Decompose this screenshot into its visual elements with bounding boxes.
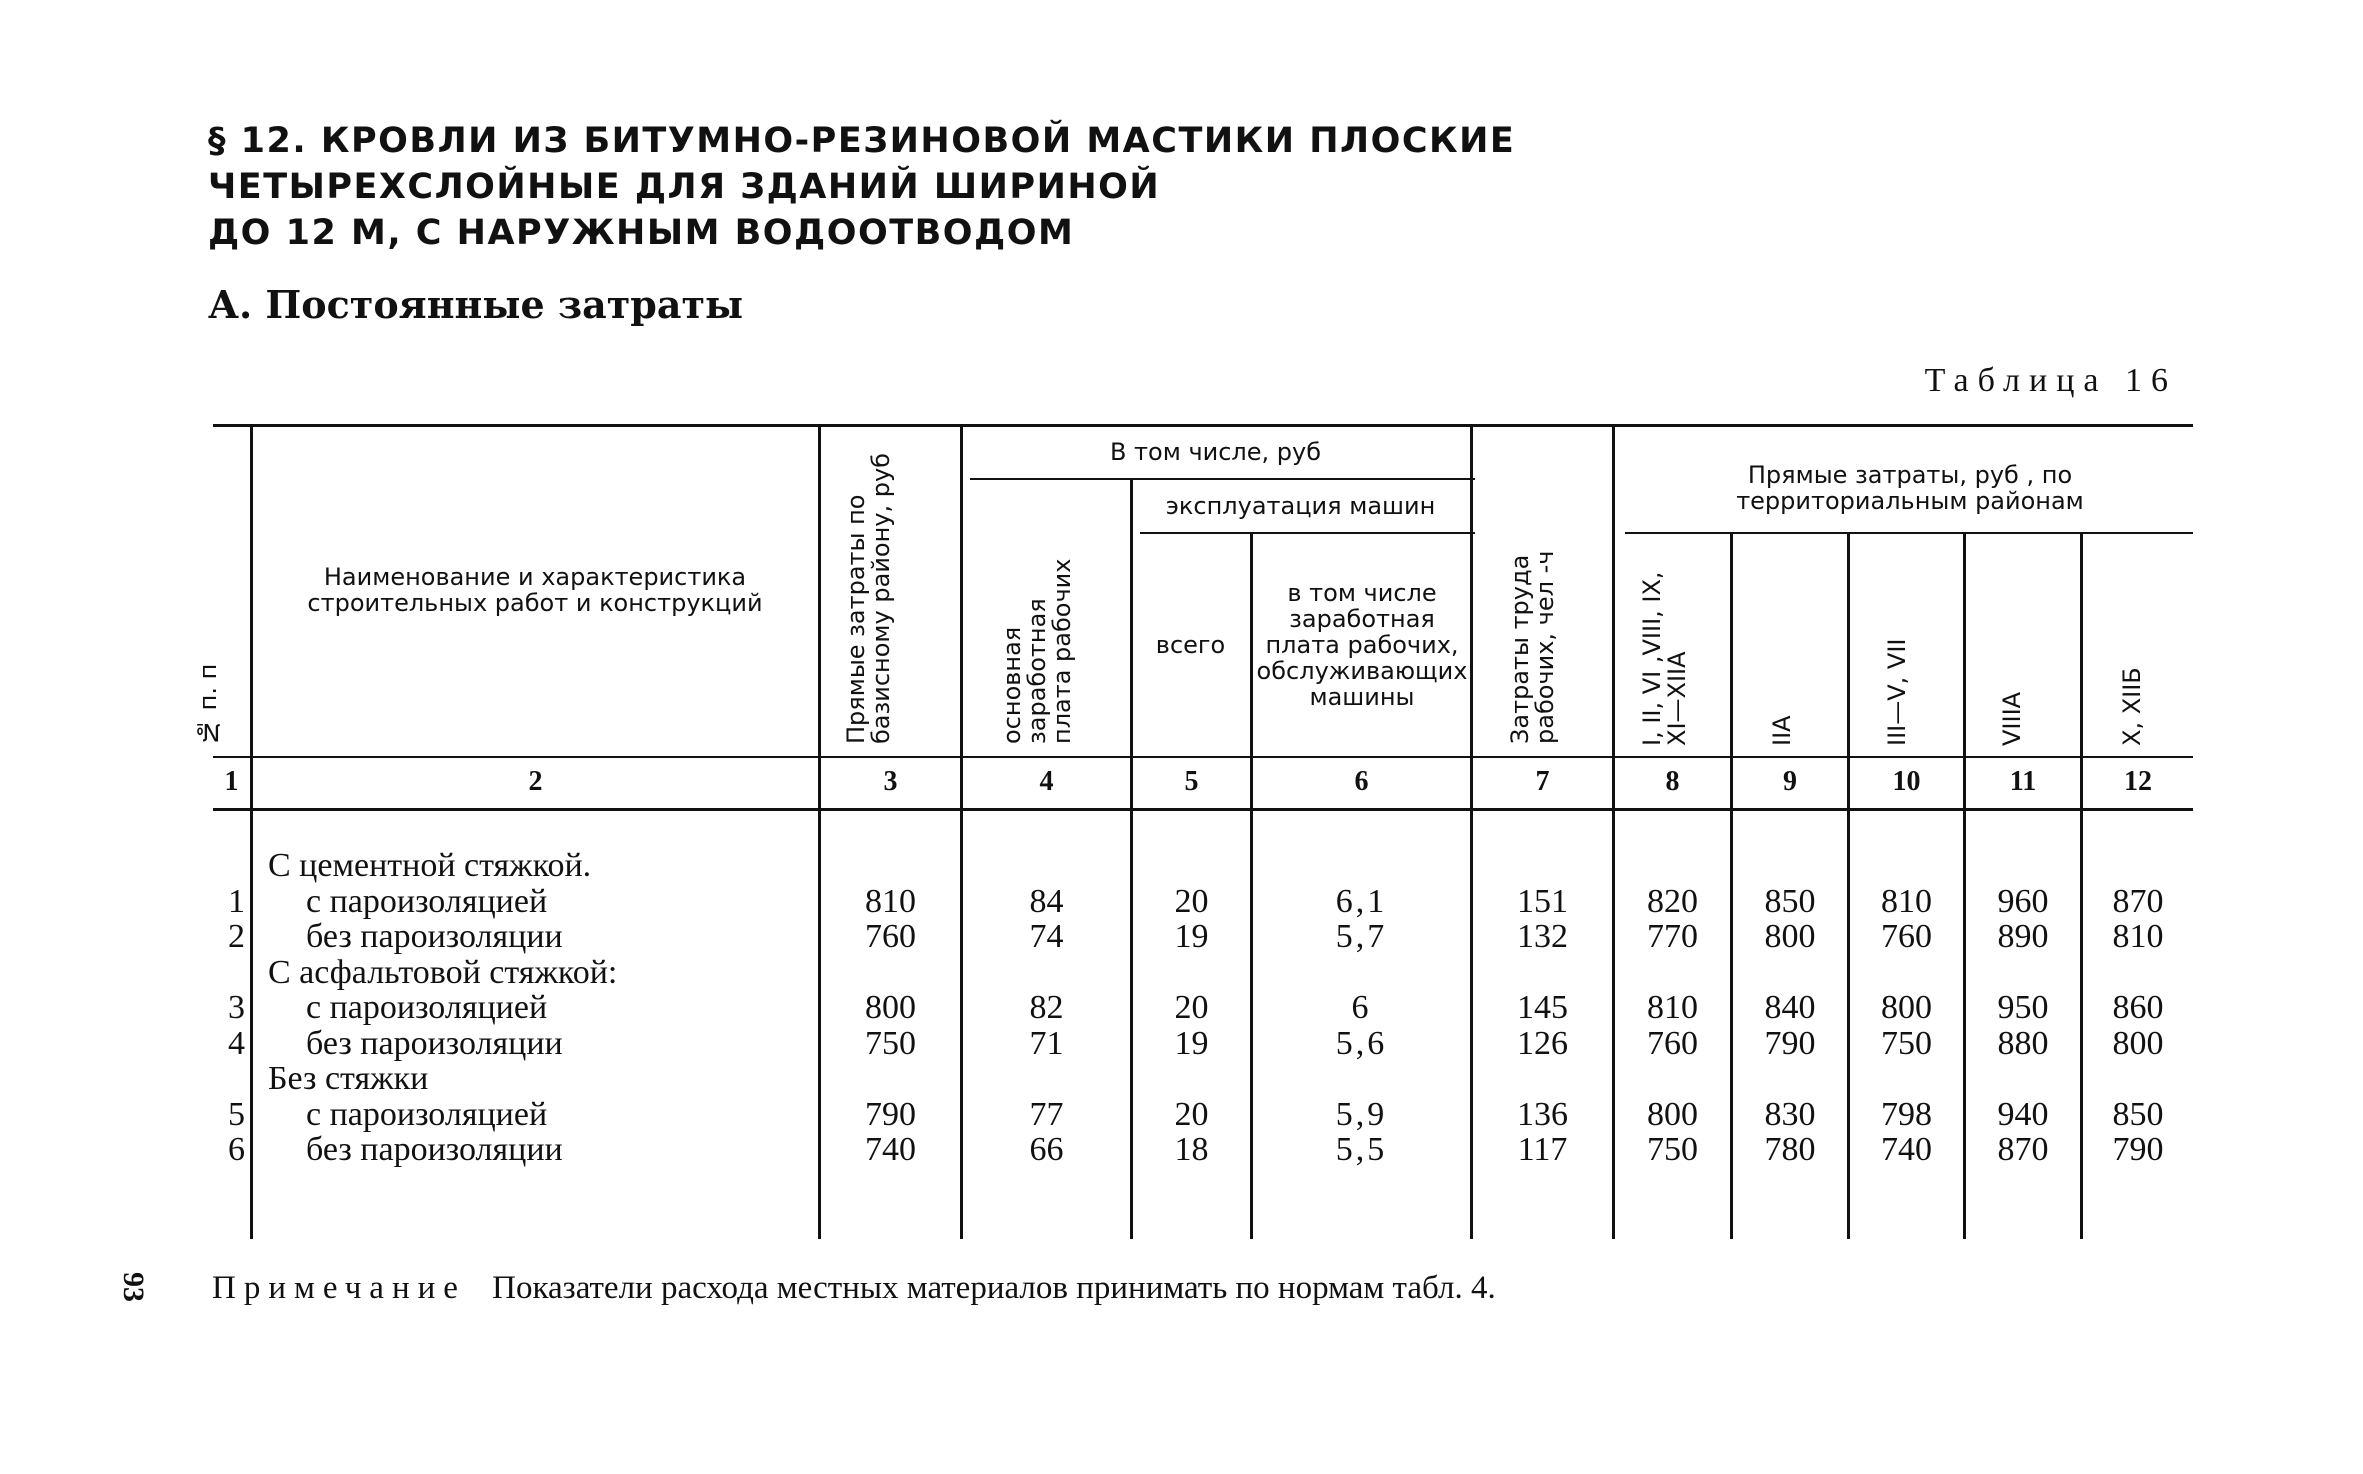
row-number: 1	[228, 882, 245, 920]
heading-line-3: ДО 12 М, С НАРУЖНЫМ ВОДООТВОДОМ	[208, 213, 1075, 253]
col-number: 12	[2124, 766, 2152, 797]
table-cell-col-6: 6,1	[1335, 882, 1388, 920]
table-cell-col-9: 830	[1764, 1095, 1816, 1133]
table-cell-col-11: 880	[1997, 1024, 2049, 1062]
table-cell-col-6: 5,5	[1335, 1131, 1388, 1168]
table-cell-col-5: 18	[1174, 1131, 1209, 1168]
header-col-3: Прямые затраты по базисному району, руб	[842, 453, 895, 744]
header-col-7: Затраты труда рабочих, чел -ч	[1506, 550, 1559, 744]
row-number: 5	[228, 1095, 245, 1133]
table-cell-col-5: 19	[1174, 918, 1209, 955]
table-cell-col-7: 136	[1517, 1095, 1568, 1133]
table-cell-col-3: 800	[865, 989, 916, 1026]
col-number: 5	[1184, 766, 1199, 797]
table-cell-col-10: 760	[1881, 918, 1932, 955]
group-name: С асфальтовой стяжкой:	[268, 953, 618, 991]
table-cell-col-12: 850	[2112, 1095, 2164, 1133]
col-number: 4	[1039, 766, 1054, 797]
col-number: 6	[1354, 766, 1369, 797]
table-cell-col-8: 800	[1647, 1095, 1698, 1133]
table-cell-col-9: 850	[1764, 882, 1816, 920]
table-cell-col-6: 6	[1351, 989, 1372, 1026]
col-number: 2	[528, 766, 543, 797]
row-number: 3	[228, 989, 245, 1026]
row-number: 4	[228, 1024, 245, 1062]
header-col-12: X, XIIБ	[2118, 667, 2146, 746]
group-name: С цементной стяжкой.	[268, 847, 592, 884]
header-col-6: в том числе заработная плата рабочих, обслуживающих машины	[1256, 579, 1468, 711]
table-cell-col-5: 20	[1174, 882, 1209, 920]
table-cell-col-4: 66	[1029, 1131, 1064, 1168]
table-cell-col-8: 770	[1647, 918, 1698, 955]
row-number: 6	[228, 1131, 245, 1168]
table-cell-col-3: 740	[865, 1131, 916, 1168]
table-cell-col-12: 790	[2112, 1131, 2164, 1168]
table-cell-col-9: 800	[1764, 918, 1816, 955]
col-number: 1	[224, 766, 239, 797]
table-cell-col-5: 20	[1174, 989, 1209, 1026]
header-group-incl: В том числе, руб	[1109, 438, 1322, 466]
table-cell-col-10: 800	[1881, 989, 1932, 1026]
header-col-10: III—V, VII	[1883, 638, 1911, 746]
table-cell-col-10: 810	[1881, 882, 1932, 920]
table-cell-col-8: 810	[1647, 989, 1698, 1026]
table-cell-col-8: 750	[1647, 1131, 1698, 1168]
table-cell-col-12: 860	[2112, 989, 2164, 1026]
row-name: с пароизоляцией	[306, 989, 548, 1026]
table-cell-col-9: 840	[1764, 989, 1816, 1026]
row-name: с пароизоляцией	[306, 882, 548, 920]
table-cell-col-3: 750	[865, 1024, 916, 1062]
row-name: с пароизоляцией	[306, 1095, 548, 1133]
table-cell-col-6: 5,6	[1335, 1024, 1388, 1062]
col-number: 10	[1892, 766, 1921, 797]
table-cell-col-7: 126	[1517, 1024, 1568, 1062]
table-cell-col-9: 780	[1764, 1131, 1816, 1168]
table-cell-col-10: 798	[1881, 1095, 1932, 1133]
table-cell-col-3: 790	[865, 1095, 916, 1133]
table-cell-col-8: 760	[1647, 1024, 1698, 1062]
table-cell-col-8: 820	[1647, 882, 1698, 920]
table-cell-col-7: 145	[1517, 989, 1568, 1026]
footnote-label: Примечание	[212, 1270, 466, 1306]
table-cell-col-11: 960	[1997, 882, 2049, 920]
table-cell-col-7: 132	[1517, 918, 1568, 955]
table-cell-col-10: 750	[1881, 1024, 1932, 1062]
header-col-4: основная заработная плата рабочих	[998, 558, 1076, 744]
table-cell-col-3: 760	[865, 918, 916, 955]
table-cell-col-12: 810	[2112, 918, 2164, 955]
table-cell-col-12: 800	[2112, 1024, 2164, 1062]
header-col-11: VIIIА	[1998, 691, 2026, 746]
table-cell-col-4: 84	[1029, 882, 1064, 920]
col-number: 3	[883, 766, 898, 797]
table-label: Таблица 16	[1924, 362, 2177, 399]
heading-line-1: § 12. КРОВЛИ ИЗ БИТУМНО-РЕЗИНОВОЙ МАСТИКИ ПЛОСКИЕ	[208, 121, 1516, 161]
section-heading	[208, 118, 1708, 256]
table-cell-col-7: 151	[1517, 882, 1568, 920]
table-cell-col-11: 870	[1997, 1131, 2049, 1168]
header-col-1: № п. п	[194, 663, 222, 746]
heading-line-2: ЧЕТЫРЕХСЛОЙНЫЕ ДЛЯ ЗДАНИЙ ШИРИНОЙ	[208, 167, 1161, 207]
table-cell-col-11: 950	[1997, 989, 2049, 1026]
table-cell-col-4: 74	[1029, 918, 1064, 955]
col-number: 8	[1665, 766, 1680, 797]
table-cell-col-5: 20	[1174, 1095, 1209, 1133]
footnote-text: Показатели расхода местных материалов принимать по нормам табл. 4.	[492, 1270, 1496, 1306]
table-cell-col-5: 19	[1174, 1024, 1209, 1062]
table-cell-col-10: 740	[1881, 1131, 1932, 1168]
row-number: 2	[228, 918, 245, 955]
table-cell-col-11: 890	[1997, 918, 2049, 955]
table-cell-col-4: 77	[1029, 1095, 1064, 1133]
table-cell-col-6: 5,9	[1335, 1095, 1388, 1133]
row-name: без пароизоляции	[306, 1131, 563, 1168]
subheading: А. Постоянные затраты	[208, 282, 744, 327]
group-name: Без стяжки	[268, 1060, 429, 1097]
header-group-machines: эксплуатация машин	[1165, 492, 1436, 520]
table-cell-col-3: 810	[865, 882, 916, 920]
col-number: 7	[1535, 766, 1550, 797]
header-col-9: IIА	[1768, 715, 1796, 746]
table-cell-col-12: 870	[2112, 882, 2164, 920]
header-col-2: Наименование и характеристика строительных работ и конструкций	[307, 563, 763, 617]
table-cell-col-9: 790	[1764, 1024, 1816, 1062]
page-number: 93	[117, 1272, 150, 1302]
table-cell-col-7: 117	[1517, 1131, 1568, 1168]
table-cell-col-4: 82	[1029, 989, 1064, 1026]
row-name: без пароизоляции	[306, 918, 563, 955]
table-cell-col-6: 5,7	[1335, 918, 1388, 955]
col-number: 11	[2009, 766, 2037, 797]
header-col-5: всего	[1155, 631, 1226, 659]
col-number: 9	[1783, 766, 1797, 797]
footnote	[212, 1270, 1496, 1307]
header-group-regions: Прямые затраты, руб , по территориальным районам	[1736, 461, 2084, 515]
row-name: без пароизоляции	[306, 1024, 563, 1062]
table-cell-col-11: 940	[1997, 1095, 2049, 1133]
header-col-8: I, II, VI ,VIII, IX, XI—XIIА	[1638, 571, 1691, 746]
table-cell-col-4: 71	[1029, 1024, 1064, 1062]
